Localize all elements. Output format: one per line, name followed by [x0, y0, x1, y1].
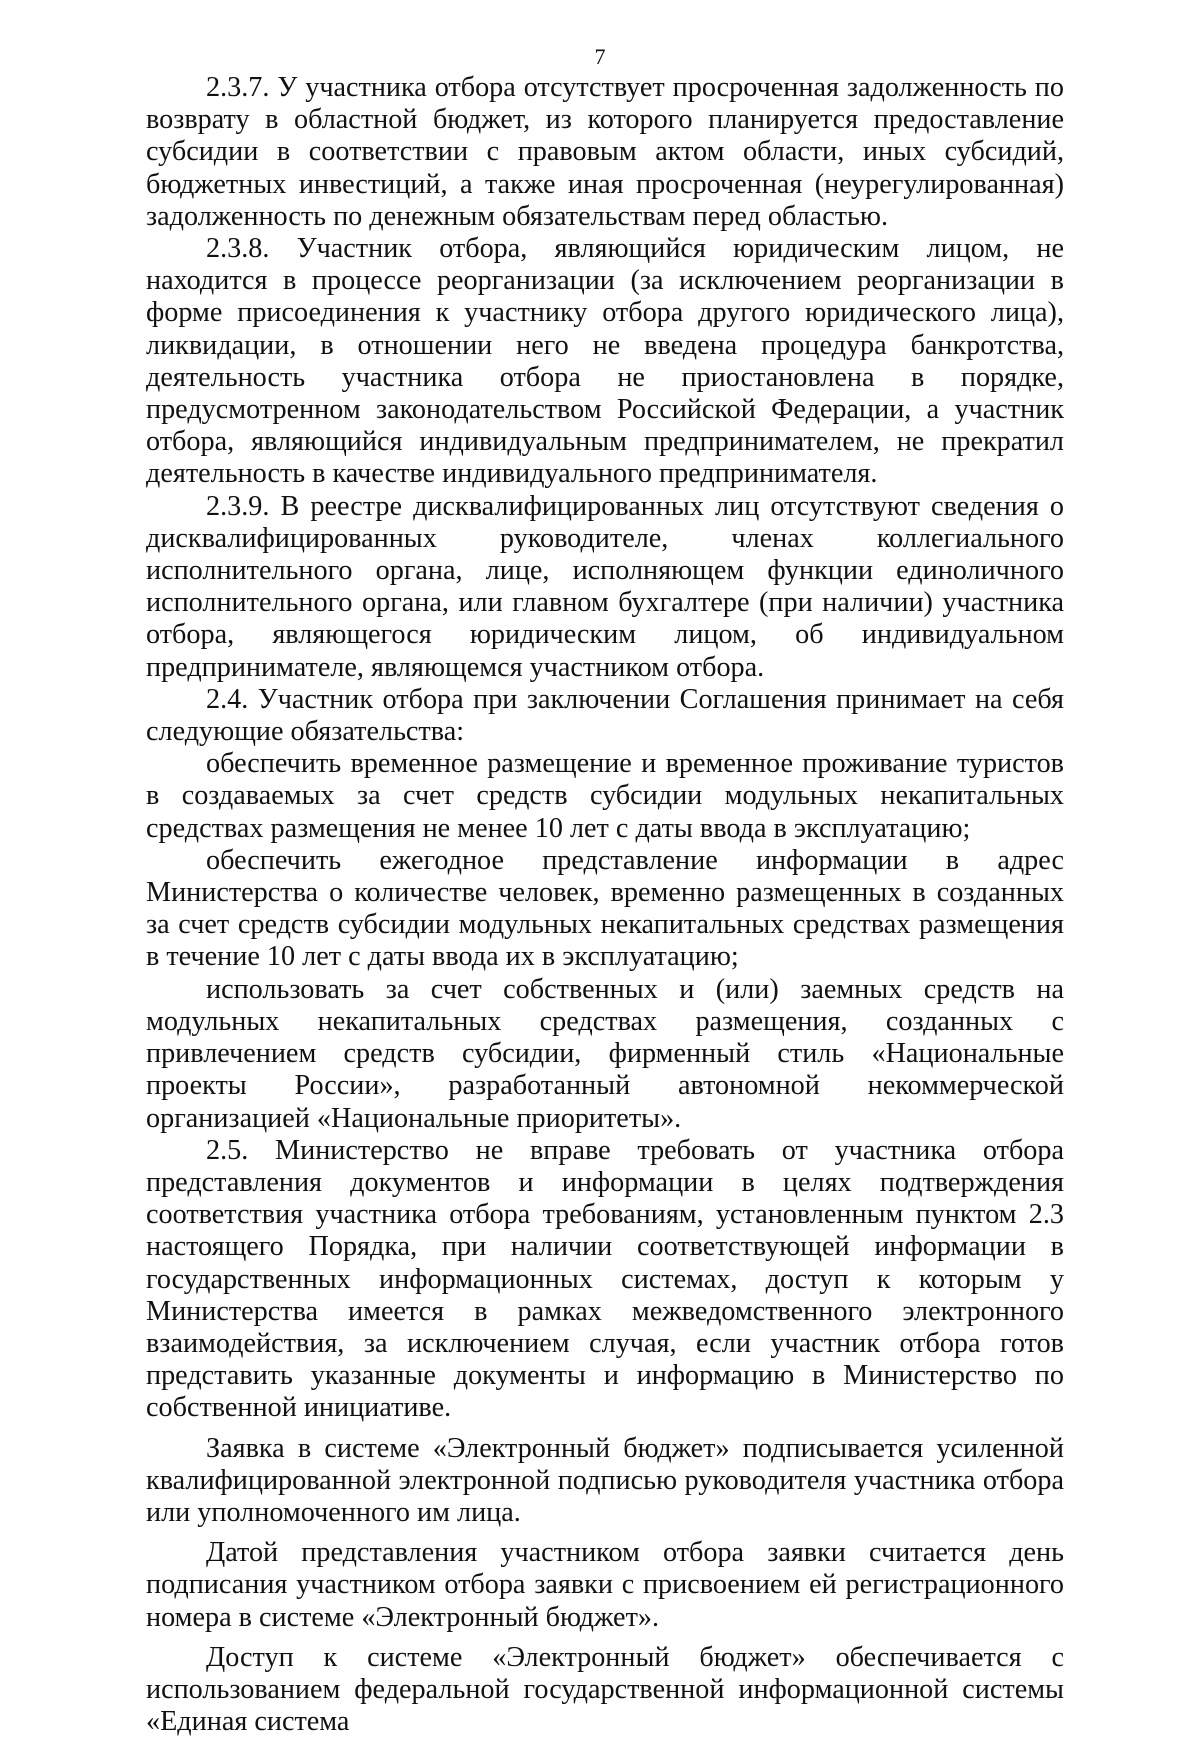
- obligation-item: обеспечить ежегодное представление информации в адрес Министерства о количестве человек, временно размещенных в созданных за счет средств субсидии модульных некапитальных средствах размещения в течение 10 лет с даты ввода их в эксплуатацию;: [146, 844, 1064, 973]
- submission-date-paragraph: Датой представления участником отбора заявки считается день подписания участником отбора заявки с присвоением ей регистрационного номера в системе «Электронный бюджет».: [146, 1537, 1064, 1633]
- clause-2-3-9-paragraph: 2.3.9. В реестре дисквалифицированных лиц отсутствуют сведения о дисквалифицированных руководителе, членах коллегиального исполнительного органа, лице, исполняющем функции единоличного исполнительного органа, или главном бухгалтере (при наличии) участника отбора, являющегося юридическим лицом, об индивидуальном предпринимателе, являющемся участником отбора.: [146, 490, 1064, 683]
- clause-2-5-paragraph: 2.5. Министерство не вправе требовать от участника отбора представления документов и информации в целях подтверждения соответствия участника отбора требованиям, установленным пунктом 2.3 настоящего Порядка, при наличии соответствующей информации в государственных информационных системах, доступ к которым у Министерства имеется в рамках межведомственного электронного взаимодействия, за исключением случая, если участник отбора готов представить указанные документы и информацию в Министерство по собственной инициативе.: [146, 1134, 1064, 1424]
- obligation-item: обеспечить временное размещение и временное проживание туристов в создаваемых за счет средств субсидии модульных некапитальных средствах размещения не менее 10 лет с даты ввода в эксплуатацию;: [146, 748, 1064, 844]
- page-number: 7: [594, 44, 606, 69]
- application-signing-paragraph: Заявка в системе «Электронный бюджет» подписывается усиленной квалифицированной электронной подписью руководителя участника отбора или уполномоченного им лица.: [146, 1432, 1064, 1528]
- document-body: [146, 72, 1064, 1738]
- obligation-item: использовать за счет собственных и (или) заемных средств на модульных некапитальных средствах размещения, созданных с привлечением средств субсидии, фирменный стиль «Национальные проекты России», разработанный автономной некоммерческой организацией «Национальные приоритеты».: [146, 973, 1064, 1134]
- clause-2-4-paragraph: 2.4. Участник отбора при заключении Соглашения принимает на себя следующие обязательства:: [146, 683, 1064, 748]
- system-access-paragraph: Доступ к системе «Электронный бюджет» обеспечивается с использованием федеральной государственной информационной системы «Единая система: [146, 1641, 1064, 1738]
- clause-2-3-7-paragraph: 2.3.7. У участника отбора отсутствует просроченная задолженность по возврату в областной бюджет, из которого планируется предоставление субсидии в соответствии с правовым актом области, иных субсидий, бюджетных инвестиций, а также иная просроченная (неурегулированная) задолженность по денежным обязательствам перед областью.: [146, 72, 1064, 232]
- clause-2-3-8-paragraph: 2.3.8. Участник отбора, являющийся юридическим лицом, не находится в процессе реорганизации (за исключением реорганизации в форме присоединения к участнику отбора другого юридического лица), ликвидации, в отношении него не введена процедура банкротства, деятельность участника отбора не приостановлена в порядке, предусмотренном законодательством Российской Федерации, а участник отбора, являющийся индивидуальным предпринимателем, не прекратил деятельность в качестве индивидуального предпринимателя.: [146, 233, 1064, 490]
